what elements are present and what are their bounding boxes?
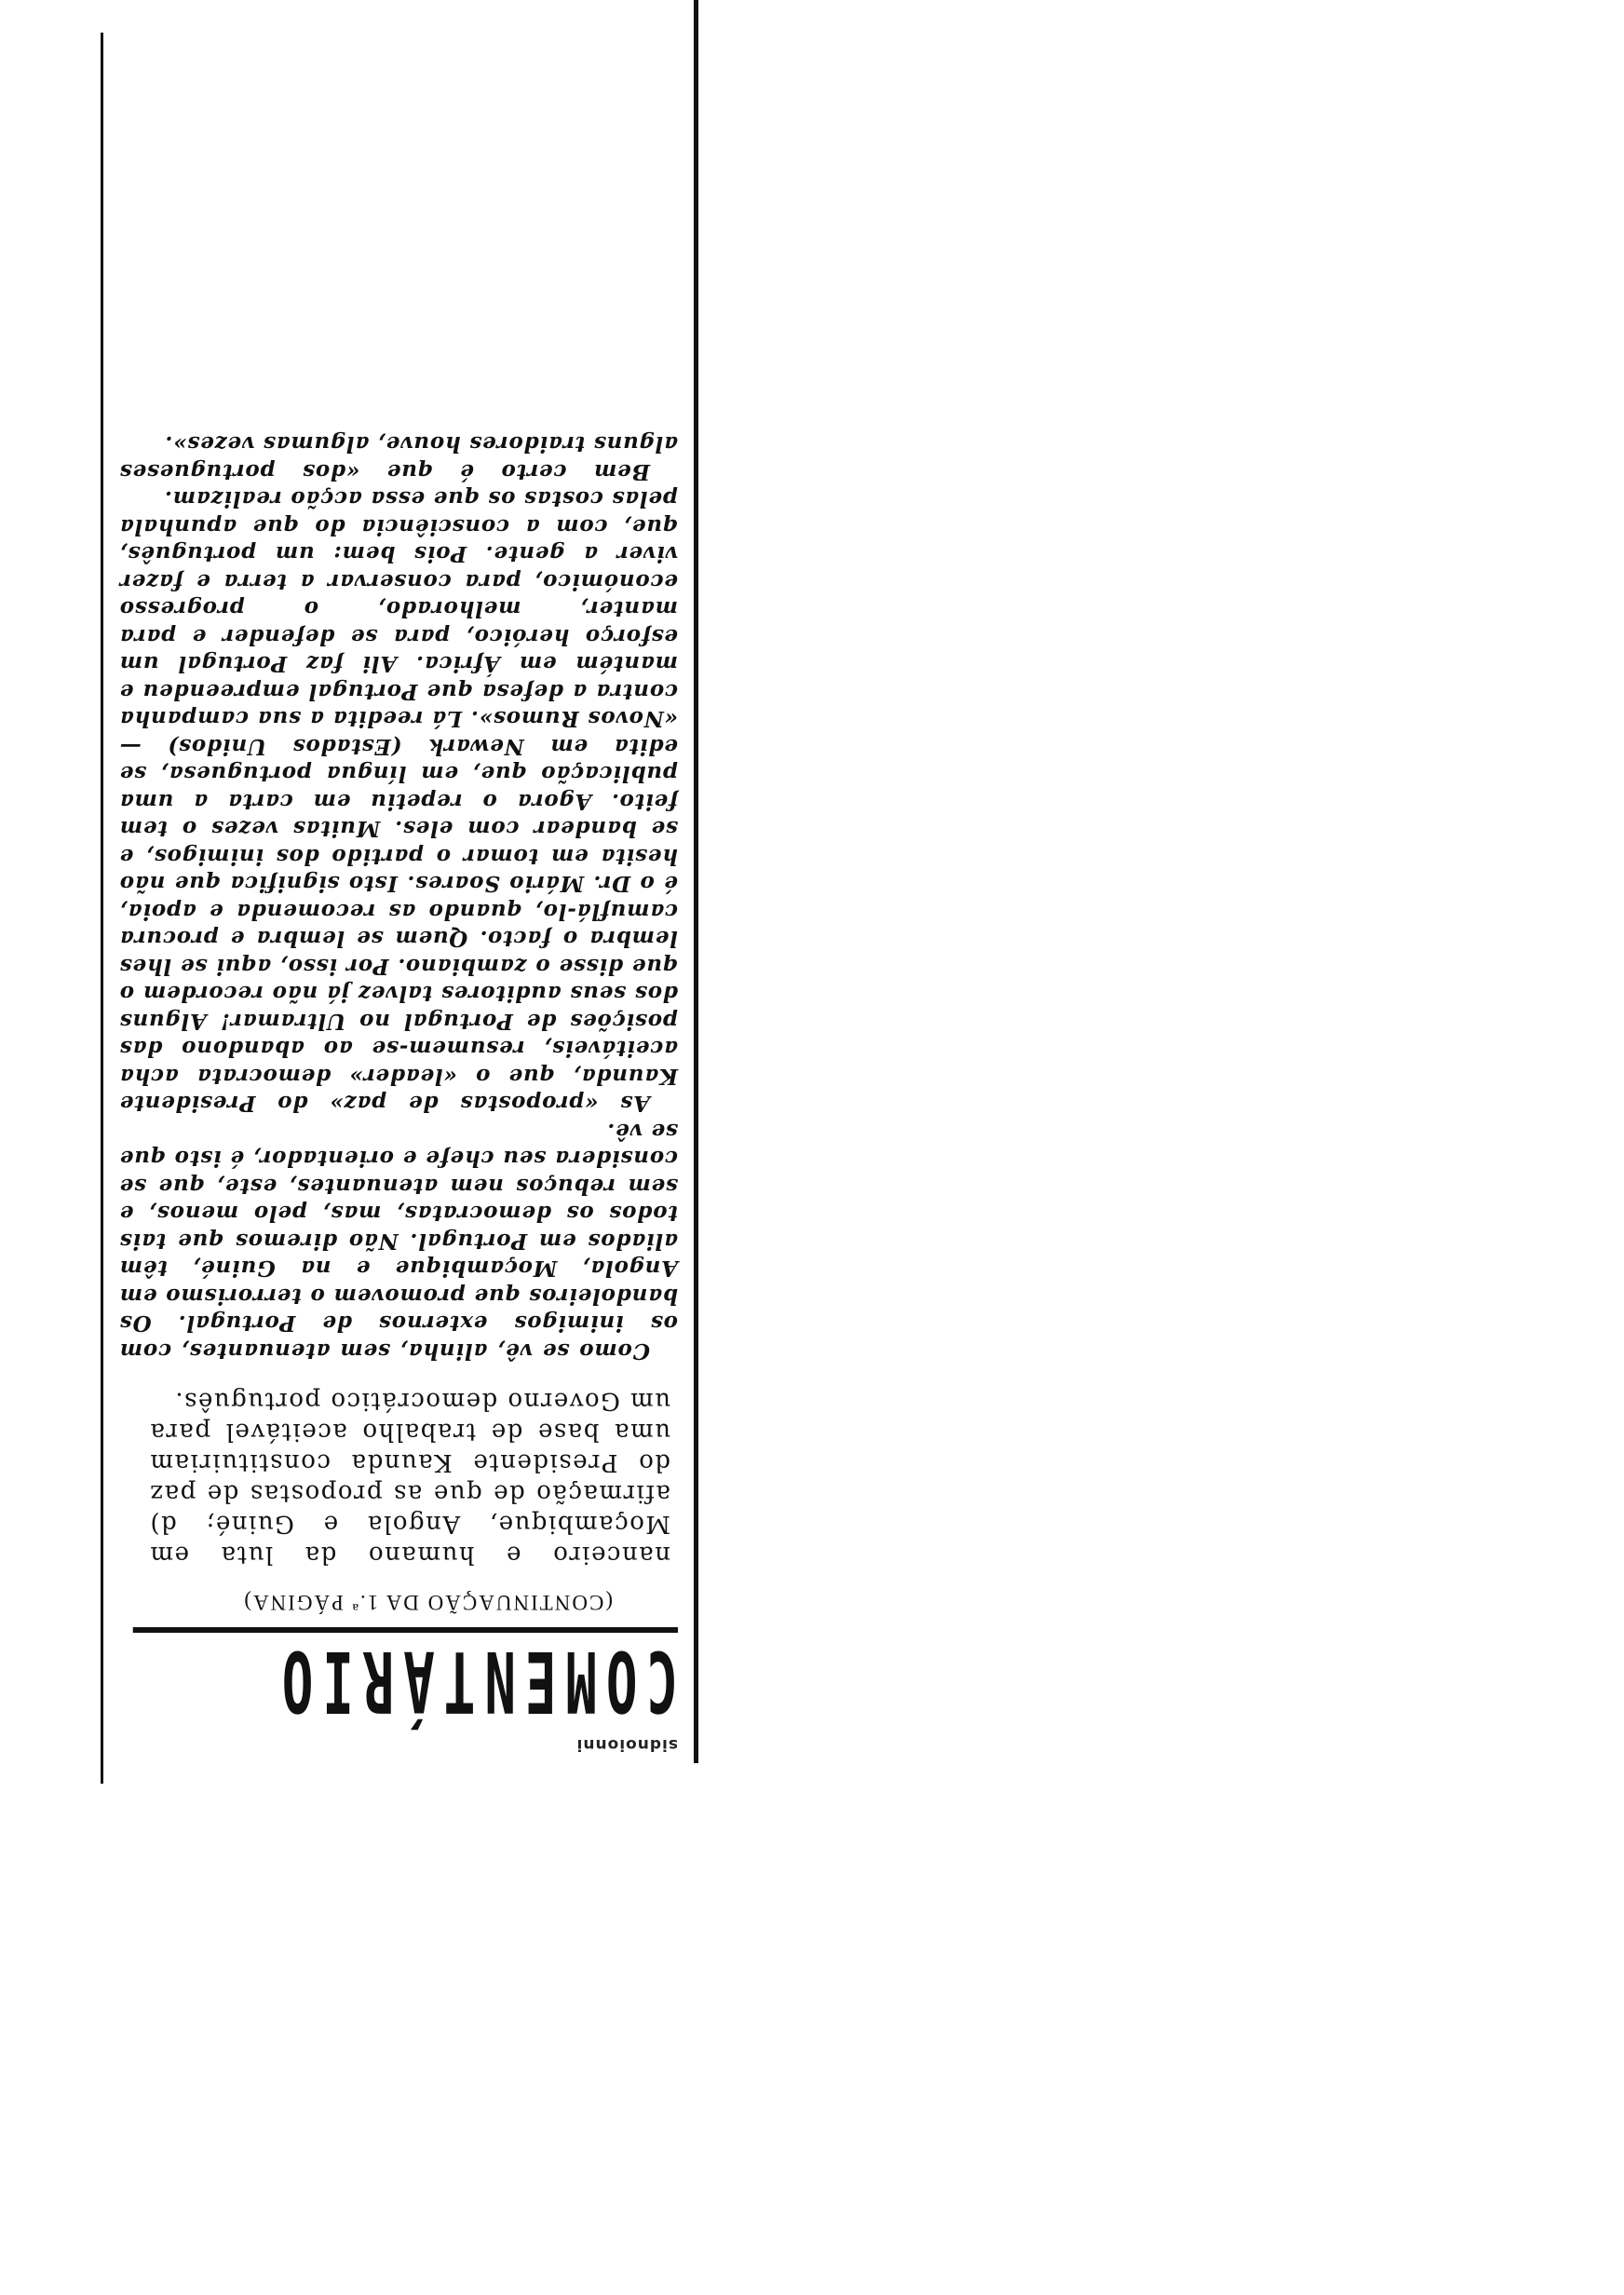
article-paragraph-2: As «propostas de paz» do Presidente Kaunda, que o «leader» democrata acha aceitáveis, resumem-se ao abandono das posições de Portugal no Ultramar! Alguns dos seus auditores talvez já não recordem o que disse o zambiano. Por isso, aqui se lhes lembra o facto. Quem se lembra e procura camuflá-lo, quando as recomenda e apoia, é o Dr. Mário Soares. Isto significa que não hesita em tomar o partido dos inimigos, e se bandear com eles. Muitas vezes o tem feito. Agora o repetiu em carta a uma publicação que, em língua portuguesa, se edita em Newark (Estados Unidos) — «Novos Rumos». Lá reedita a sua campanha contra a defesa que Portugal empreendeu e mantém em África. Ali faz Portugal um esforço heróico, para se defender e para manter, melhorado, o progresso económico, para conservar a terra e fazer viver a gente. Pois bem: um português, que, com a consciência do que apunhala pelas costas os que essa acção realizam.: [119, 486, 678, 1117]
column-rule-left: [694, 0, 698, 1763]
column-rule-right: [101, 33, 103, 1784]
article-paragraph-3: Bem certo é que «dos portugueses alguns traidores houve, algumas vezes».: [119, 431, 678, 484]
continuation-note: (CONTINUAÇÃO DA 1.ª PÁGINA): [242, 1591, 613, 1614]
intro-paragraph: nanceiro e humano da luta em Moçambique, Angola e Guiné; d) afirmação de que as propostas de paz do Presidente Kaunda constituiriam uma base de trabalho aceitável para um Governo democrático português.: [149, 1387, 670, 1568]
page-fragment-text: sidnoionni: [575, 1735, 678, 1754]
newspaper-clipping: [95, 0, 698, 1784]
clipping-content: [119, 430, 678, 1754]
article-paragraph-1: Como se vê, alinha, sem atenuantes, com os inimigos externos de Portugal. Os bandoleiros que promovem o terrorismo em Angola, Moçambique e na Guiné, têm aliados em Portugal. Não diremos que tais todos os democratas, mas, pelo menos, e sem rebuços nem atenuantes, este, que se considera seu chefe e orientador, é isto que se vê.: [119, 1119, 678, 1364]
headline: COMENTÁRIO: [133, 1627, 678, 1722]
